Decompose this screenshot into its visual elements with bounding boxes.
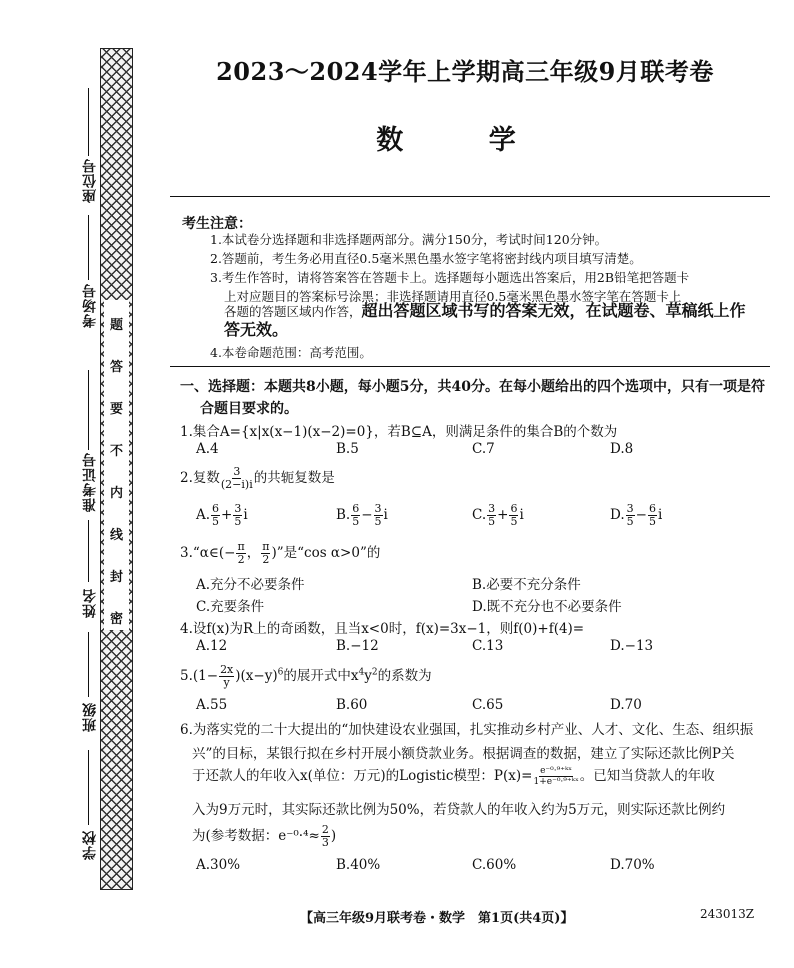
notice-item: 4.本卷命题范围：高考范围。 xyxy=(210,345,372,360)
q6-text: 。已知当贷款人的年收 xyxy=(579,768,715,784)
question-6-line xyxy=(192,764,715,787)
num: e⁻⁰·⁹⁺ᵏˣ xyxy=(540,766,573,776)
q2-frac-num: 3 xyxy=(233,465,241,478)
num: 6 xyxy=(212,502,220,515)
question-6-line: 兴”的目标，某银行拟在乡村开展小额贷款业务。根据调查的数据，建立了实际还款比例P关 xyxy=(192,746,735,762)
notice-heading: 考生注意： xyxy=(182,216,252,232)
q2-stem-text: 的共轭复数是 xyxy=(253,470,335,486)
num: 2x xyxy=(220,663,234,676)
imag-unit: i xyxy=(657,507,663,523)
exponent: 6 xyxy=(277,667,284,678)
q6-option-c: C.60% xyxy=(472,857,517,873)
school-label: 学校 xyxy=(82,830,98,860)
den: 5 xyxy=(374,515,382,528)
seal-char: 封 xyxy=(109,570,123,585)
opt-letter: D. xyxy=(610,507,625,523)
frac xyxy=(321,824,330,849)
num: π xyxy=(237,540,245,553)
num: π xyxy=(262,540,270,553)
seal-char: 要 xyxy=(109,402,123,417)
num: 6 xyxy=(510,502,518,515)
q3-option-c: C.充要条件 xyxy=(196,599,265,615)
seal-char: 答 xyxy=(109,360,123,375)
notice-emphasis: 答无效。 xyxy=(224,320,289,339)
q3-text: ， xyxy=(246,545,261,561)
op: + xyxy=(221,507,233,523)
den: y xyxy=(223,676,230,689)
q4-option-b: B.−12 xyxy=(336,638,379,654)
exponent: 4 xyxy=(358,667,365,678)
opt-letter: B. xyxy=(336,507,351,523)
q1-option-d: D.8 xyxy=(610,441,634,457)
den: 5 xyxy=(510,515,518,528)
seat-label: 座位号 xyxy=(82,158,98,203)
frac xyxy=(487,503,496,528)
q3-option-b: B.必要不充分条件 xyxy=(472,577,581,593)
room-line xyxy=(88,215,89,280)
seat-line xyxy=(88,88,89,156)
q5-text: 5.(1− xyxy=(180,668,219,684)
question-4-stem: 4.设f(x)为R上的奇函数，且当x<0时，f(x)=3x−1，则f(0)+f(4)= xyxy=(180,621,585,637)
num: 6 xyxy=(648,502,656,515)
imag-unit: i xyxy=(243,507,248,523)
notice-item: 2.答题前，考生务必用直径0.5毫米黑色墨水签字笔将密封线内项目填写清楚。 xyxy=(210,251,642,266)
exam-code: 243013Z xyxy=(700,907,755,921)
frac xyxy=(509,503,518,528)
q4-option-a: A.12 xyxy=(196,638,228,654)
q2-stem-text: 2.复数 xyxy=(180,470,220,486)
num: 3 xyxy=(626,502,634,515)
frac xyxy=(261,541,270,566)
question-6-line xyxy=(192,824,336,849)
q3-text: )”是“cos α>0”的 xyxy=(271,545,381,561)
q3-option-d: D.既不充分也不必要条件 xyxy=(472,599,622,615)
exponent: 2 xyxy=(371,667,378,678)
opt-letter: C. xyxy=(472,507,487,523)
den: 5 xyxy=(626,515,634,528)
op: + xyxy=(497,507,509,523)
frac xyxy=(533,766,578,787)
q6-text: 为(参考数据：e⁻⁰·⁴≈ xyxy=(192,828,320,844)
notice-item: 3.考生作答时，请将答案答在答题卡上。选择题每小题选出答案后，用2B铅笔把答题卡 xyxy=(210,270,690,285)
q5-option-a: A.55 xyxy=(196,697,228,713)
op: − xyxy=(361,507,373,523)
class-line xyxy=(88,632,89,697)
subject-title: 数 学 xyxy=(376,125,554,156)
q1-option-b: B.5 xyxy=(336,441,359,457)
num: 6 xyxy=(352,502,360,515)
notice-emphasis: 超出答题区域书写的答案无效，在试题卷、草稿纸上作 xyxy=(361,301,746,320)
seal-char: 线 xyxy=(109,528,123,543)
name-label: 姓名 xyxy=(82,588,98,618)
seal-char: 不 xyxy=(109,444,123,459)
q2-fraction xyxy=(221,466,253,491)
frac xyxy=(233,503,242,528)
frac xyxy=(236,541,245,566)
q4-option-c: C.13 xyxy=(472,638,504,654)
num: 3 xyxy=(234,502,242,515)
q5-text: 的系数为 xyxy=(377,668,432,684)
q5-text: y xyxy=(364,668,372,684)
notice-item: 1.本试卷分选择题和非选择题两部分。满分150分，考试时间120分钟。 xyxy=(210,232,608,247)
notice-text: 各题的答题区域内作答， xyxy=(224,304,362,319)
den: 5 xyxy=(234,515,242,528)
den: 1+e⁻⁰·⁹⁺ᵏˣ xyxy=(533,777,579,787)
frac xyxy=(211,503,220,528)
num: 3 xyxy=(488,502,496,515)
den: 2 xyxy=(237,553,245,566)
q5-option-d: D.70 xyxy=(610,697,642,713)
notice-rule xyxy=(170,366,770,367)
question-1-stem: 1.集合A={x|x(x−1)(x−2)=0}，若B⊆A，则满足条件的集合B的个数为 xyxy=(180,424,618,440)
frac xyxy=(626,503,635,528)
exam-title: 2023～2024学年上学期高三年级9月联考卷 xyxy=(216,57,714,86)
q5-text: )(x−y) xyxy=(235,668,278,684)
q1-option-c: C.7 xyxy=(472,441,495,457)
seal-char: 内 xyxy=(109,486,123,501)
section-heading: 合题目要求的。 xyxy=(200,401,298,417)
q3-text: 3.“α∈(− xyxy=(180,545,236,561)
school-line xyxy=(88,750,89,825)
notice-item: 上对应题目的答案标号涂黑；非选择题请用直径0.5毫米黑色墨水签字笔在答题卡上 xyxy=(224,289,682,304)
q6-text: 于还款人的年收入x(单位：万元)的Logistic模型：P(x)= xyxy=(192,768,533,784)
name-line xyxy=(88,520,89,582)
den: 2 xyxy=(262,553,270,566)
ticket-line xyxy=(88,370,89,450)
den: 5 xyxy=(488,515,496,528)
den: 3 xyxy=(321,836,329,849)
q5-option-c: C.65 xyxy=(472,697,504,713)
ticket-label: 准考证号 xyxy=(82,452,98,512)
q6-text: ) xyxy=(330,828,337,844)
question-6-line: 6.为落实党的二十大提出的“加快建设农业强国，扎实推动乡村产业、人才、文化、生态、组织振 xyxy=(180,722,754,738)
page-footer: 【高三年级9月联考卷・数学 第1页(共4页)】 xyxy=(300,911,574,926)
frac xyxy=(219,664,234,689)
notice-item xyxy=(224,301,746,321)
q2-option-c xyxy=(472,503,524,528)
question-2-stem xyxy=(180,466,335,491)
class-label: 班级 xyxy=(82,702,98,732)
top-rule xyxy=(170,196,770,197)
frac xyxy=(351,503,360,528)
den: 5 xyxy=(212,515,220,528)
num: 3 xyxy=(374,502,382,515)
q1-option-a: A.4 xyxy=(196,441,219,457)
q4-option-d: D.−13 xyxy=(610,638,654,654)
q2-option-d xyxy=(610,503,662,528)
section-heading: 一、选择题：本题共8小题，每小题5分，共40分。在每小题给出的四个选项中，只有一项是符 xyxy=(180,379,765,395)
question-5-stem xyxy=(180,664,432,689)
den: 5 xyxy=(352,515,360,528)
frac xyxy=(374,503,383,528)
q5-text: 的展开式中x xyxy=(283,668,359,684)
question-6-line: 入为9万元时，其实际还款比例为50%，若贷款人的年收入约为5万元，则实际还款比例约 xyxy=(192,802,726,818)
room-label: 考场号 xyxy=(82,283,98,328)
q6-option-d: D.70% xyxy=(610,857,655,873)
opt-letter: A. xyxy=(196,507,211,523)
seal-char: 密 xyxy=(109,612,123,627)
q2-option-b xyxy=(336,503,388,528)
q3-option-a: A.充分不必要条件 xyxy=(196,577,305,593)
q2-frac-den: (2−i)i xyxy=(220,478,253,491)
imag-unit: i xyxy=(383,507,388,523)
q2-option-a xyxy=(196,503,248,528)
den: 5 xyxy=(648,515,656,528)
q5-option-b: B.60 xyxy=(336,697,368,713)
frac xyxy=(648,503,657,528)
seal-line-box xyxy=(104,300,129,630)
seal-char: 题 xyxy=(109,318,123,333)
imag-unit: i xyxy=(519,507,524,523)
q6-option-a: A.30% xyxy=(196,857,241,873)
q6-option-b: B.40% xyxy=(336,857,381,873)
op: − xyxy=(635,507,647,523)
num: 2 xyxy=(321,823,329,836)
question-3-stem xyxy=(180,541,380,566)
